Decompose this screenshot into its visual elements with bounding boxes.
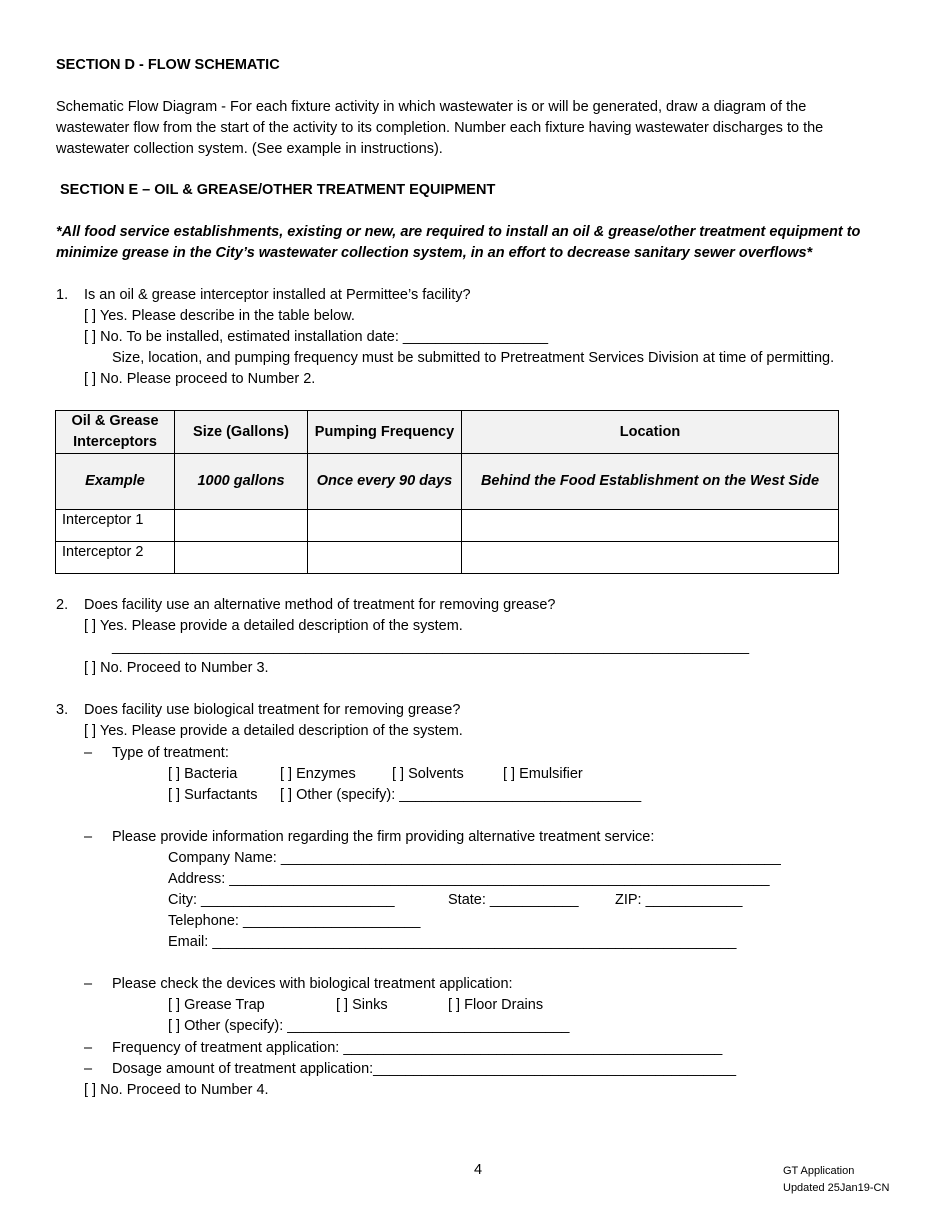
telephone-field[interactable]: Telephone: ______________________	[168, 913, 421, 929]
solvents-checkbox[interactable]: [ ] Solvents	[392, 766, 464, 782]
company-name-field[interactable]: Company Name: ______________________________________________________________	[168, 850, 781, 866]
dash-bullet: –	[84, 1040, 93, 1056]
table-header-interceptors: Oil & Grease Interceptors	[56, 411, 175, 454]
example-location: Behind the Food Establishment on the West Side	[462, 454, 839, 510]
email-field[interactable]: Email: _________________________________________________________________	[168, 934, 737, 950]
devices-other-field[interactable]: [ ] Other (specify): ___________________________________	[168, 1018, 570, 1034]
question-3-text: Does facility use biological treatment for removing grease?	[84, 702, 461, 718]
surfactants-checkbox[interactable]: [ ] Surfactants	[168, 787, 258, 803]
emulsifier-checkbox[interactable]: [ ] Emulsifier	[503, 766, 583, 782]
q2-no-option[interactable]: [ ] No. Proceed to Number 3.	[84, 660, 269, 676]
q1-note: Size, location, and pumping frequency must be submitted to Pretreatment Services Division at time of permitting.	[112, 350, 835, 366]
table-row	[56, 510, 839, 542]
section-e-notice-line-2: minimize grease in the City’s wastewater collection system, in an effort to decrease sanitary sewer overflows*	[56, 245, 813, 261]
interceptor-2-location-cell[interactable]	[462, 542, 839, 574]
grease-trap-checkbox[interactable]: [ ] Grease Trap	[168, 997, 265, 1013]
state-field[interactable]: State: ___________	[448, 892, 579, 908]
city-field[interactable]: City: ________________________	[168, 892, 395, 908]
question-2-text: Does facility use an alternative method of treatment for removing grease?	[84, 597, 556, 613]
floor-drains-checkbox[interactable]: [ ] Floor Drains	[448, 997, 544, 1013]
other-treatment-field[interactable]: [ ] Other (specify): ______________________________	[280, 787, 642, 803]
table-row	[56, 542, 839, 574]
section-d-text-line-3: wastewater collection system. (See example in instructions).	[56, 141, 443, 157]
interceptor-1-location-cell[interactable]	[462, 510, 839, 542]
bacteria-checkbox[interactable]: [ ] Bacteria	[168, 766, 238, 782]
interceptor-2-label: Interceptor 2	[56, 542, 175, 574]
footer-doc-name: GT Application	[783, 1165, 855, 1177]
section-d-text-line-1: Schematic Flow Diagram - For each fixture activity in which wastewater is or will be generated, draw a diagram of the	[56, 99, 807, 115]
interceptor-2-size-cell[interactable]	[175, 542, 308, 574]
q2-description-line[interactable]: _______________________________________________________________________________	[112, 639, 750, 655]
interceptor-2-frequency-cell[interactable]	[308, 542, 462, 574]
table-header-location: Location	[462, 411, 839, 454]
example-label: Example	[56, 454, 175, 510]
interceptor-table	[55, 410, 839, 574]
devices-label: Please check the devices with biological treatment application:	[112, 976, 513, 992]
section-e-notice-line-1: *All food service establishments, existing or new, are required to install an oil & grease/other treatment equipment to	[56, 224, 861, 240]
section-d-heading: SECTION D - FLOW SCHEMATIC	[56, 57, 280, 73]
dash-bullet: –	[84, 976, 93, 992]
interceptor-1-frequency-cell[interactable]	[308, 510, 462, 542]
interceptor-1-label: Interceptor 1	[56, 510, 175, 542]
question-3-number: 3.	[56, 702, 69, 718]
q1-yes-option[interactable]: [ ] Yes. Please describe in the table below.	[84, 308, 355, 324]
sinks-checkbox[interactable]: [ ] Sinks	[336, 997, 388, 1013]
dash-bullet: –	[84, 1061, 93, 1077]
type-of-treatment-label: Type of treatment:	[112, 745, 229, 761]
q3-no-option[interactable]: [ ] No. Proceed to Number 4.	[84, 1082, 269, 1098]
interceptor-1-size-cell[interactable]	[175, 510, 308, 542]
dosage-field[interactable]: Dosage amount of treatment application:_____________________________________________	[112, 1061, 737, 1077]
question-1-text: Is an oil & grease interceptor installed at Permittee’s facility?	[84, 287, 471, 303]
footer-updated: Updated 25Jan19-CN	[783, 1182, 890, 1194]
table-header-pumping-frequency: Pumping Frequency	[308, 411, 462, 454]
q3-yes-option[interactable]: [ ] Yes. Please provide a detailed description of the system.	[84, 723, 463, 739]
example-frequency: Once every 90 days	[308, 454, 462, 510]
section-e-heading: SECTION E – OIL & GREASE/OTHER TREATMENT EQUIPMENT	[60, 182, 496, 198]
example-size: 1000 gallons	[175, 454, 308, 510]
q2-yes-option[interactable]: [ ] Yes. Please provide a detailed description of the system.	[84, 618, 463, 634]
q1-no-install-option[interactable]: [ ] No. To be installed, estimated installation date: __________________	[84, 329, 549, 345]
question-1-number: 1.	[56, 287, 69, 303]
dash-bullet: –	[84, 829, 93, 845]
enzymes-checkbox[interactable]: [ ] Enzymes	[280, 766, 356, 782]
question-2-number: 2.	[56, 597, 69, 613]
frequency-field[interactable]: Frequency of treatment application: _______________________________________________	[112, 1040, 723, 1056]
page-number: 4	[474, 1162, 483, 1178]
table-header-size: Size (Gallons)	[175, 411, 308, 454]
q1-no-proceed-option[interactable]: [ ] No. Please proceed to Number 2.	[84, 371, 316, 387]
table-row-example	[56, 454, 839, 510]
address-field[interactable]: Address: ___________________________________________________________________	[168, 871, 770, 887]
firm-info-label: Please provide information regarding the firm providing alternative treatment service:	[112, 829, 655, 845]
dash-bullet: –	[84, 745, 93, 761]
section-d-text-line-2: wastewater flow from the start of the activity to its completion. Number each fixture having wastewater discharges to the	[56, 120, 824, 136]
zip-field[interactable]: ZIP: ____________	[615, 892, 743, 908]
